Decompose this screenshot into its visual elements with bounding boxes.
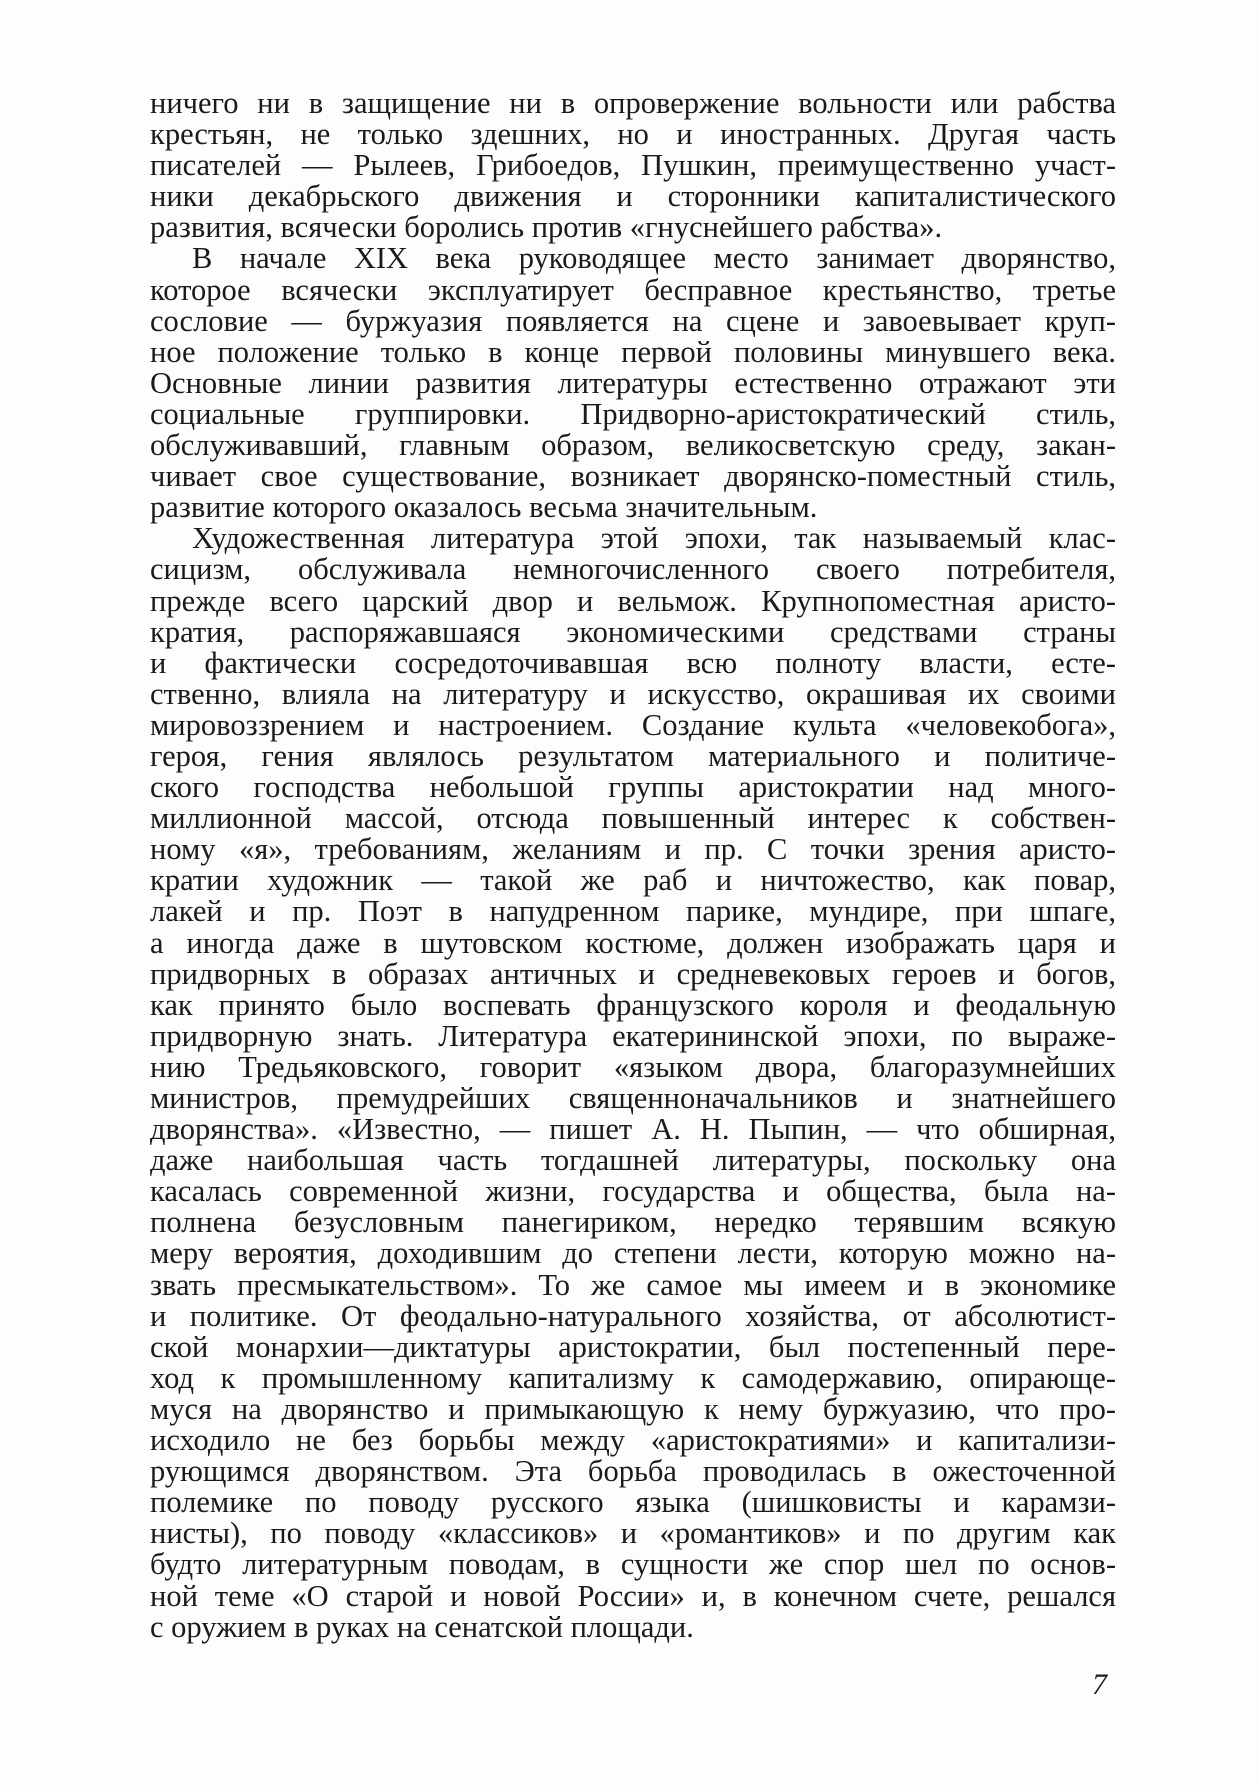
text-line: сицизм, обслуживала немногочисленного своего потребителя, [150,552,1116,587]
paragraph-start-line: В начале XIX века руководящее место занимает дворянство, [192,241,1116,276]
text-line: как принято было воспевать французского короля и феодальную [150,987,1116,1022]
text-line: миллионной массой, отсюда повышенный интерес к собствен- [150,801,1116,836]
text-line: и фактически сосредоточивавшая всю полноту власти, есте- [150,645,1116,680]
text-line: муся на дворянство и примыкающую к нему буржуазию, что про- [150,1391,1116,1426]
text-line: министров, премудрейших священноначальников и знатнейшего [150,1081,1116,1115]
text-line: и политике. От феодально-натурального хозяйства, от абсолютист- [150,1298,1116,1333]
text-line: даже наибольшая часть тогдашней литературы, поскольку она [150,1143,1116,1178]
text-line: сословие — буржуазия появляется на сцене и завоевывает круп- [150,303,1116,338]
text-line: ничего ни в защищение ни в опровержение вольности или рабства [150,86,1116,120]
text-line: касалась современной жизни, государства и общества, была на- [150,1174,1116,1209]
text-line: звать пресмыкательством». То же самое мы имеем и в экономике [150,1267,1116,1302]
text-line: дворянства». «Известно, — пишет А. Н. Пыпин, — что обширная, [150,1112,1116,1147]
text-line: Основные линии развития литературы естественно отражают эти [150,365,1116,400]
text-line: писателей — Рылеев, Грибоедов, Пушкин, преимущественно участ- [150,148,1116,183]
text-line: лакей и пр. Поэт в напудренном парике, мундире, при шпаге, [150,894,1116,929]
text-line: ского господства небольшой группы аристократии над много- [150,770,1116,805]
text-line: крестьян, не только здешних, но и иностранных. Другая часть [150,117,1116,152]
text-line: исходило не без борьбы между «аристократиями» и капитализи- [150,1423,1116,1458]
text-line: ственно, влияла на литературу и искусство, окрашивая их своими [150,676,1116,711]
text-line: развитие которого оказалось весьма значительным. [150,490,818,525]
text-line: героя, гения являлось результатом материального и политиче- [150,738,1116,773]
text-line: ное положение только в конце первой половины минувшего века. [150,334,1116,369]
text-line: кратии художник — такой же раб и ничтожество, как повар, [150,863,1116,898]
text-line: чивает свое существование, возникает дворянско-поместный стиль, [150,459,1116,494]
text-line: полемике по поводу русского языка (шишковисты и карамзи- [150,1485,1116,1520]
text-line: обслуживавший, главным образом, великосветскую среду, закан- [150,428,1116,463]
text-line: прежде всего царский двор и вельмож. Крупнопоместная аристо- [150,583,1116,618]
text-line: ному «я», требованиям, желаниям и пр. С точки зрения аристо- [150,832,1116,867]
text-line: с оружием в руках на сенатской площади. [150,1609,694,1644]
text-line: ной теме «О старой и новой России» и, в конечном счете, решался [150,1578,1116,1613]
text-line: которое всячески эксплуатирует бесправное крестьянство, третье [150,272,1116,307]
text-line: ники декабрьского движения и сторонники капиталистического [150,179,1116,214]
text-line: социальные группировки. Придворно-аристократический стиль, [150,396,1116,431]
text-line: развития, всячески боролись против «гнуснейшего рабства». [150,210,943,245]
text-line: ской монархии—диктатуры аристократии, был постепенный пере- [150,1329,1116,1364]
page-number: 7 [1092,1668,1107,1701]
text-line: нисты), по поводу «классиков» и «романтиков» и по другим как [150,1516,1116,1551]
text-line: меру вероятия, доходившим до степени лести, которую можно на- [150,1236,1116,1271]
body-text [150,88,1116,1643]
text-line: полнена безусловным панегириком, нередко терявшим всякую [150,1205,1116,1240]
text-line: рующимся дворянством. Эта борьба проводилась в ожесточенной [150,1454,1116,1489]
text-line: а иногда даже в шутовском костюме, должен изображать царя и [150,925,1116,960]
text-line: нию Тредьяковского, говорит «языком двора, благоразумнейших [150,1049,1116,1084]
text-line: ход к промышленному капитализму к самодержавию, опирающе- [150,1360,1116,1395]
text-line: кратия, распоряжавшаяся экономическими средствами страны [150,614,1116,649]
text-line: придворную знать. Литература екатерининской эпохи, по выраже- [150,1018,1116,1053]
paragraph-start-line: Художественная литература этой эпохи, так называемый клас- [192,521,1116,556]
text-line: придворных в образах античных и средневековых героев и богов, [150,956,1116,991]
text-line: мировоззрением и настроением. Создание культа «человекобога», [150,707,1116,742]
text-line: будто литературным поводам, в сущности же спор шел по основ- [150,1547,1116,1582]
